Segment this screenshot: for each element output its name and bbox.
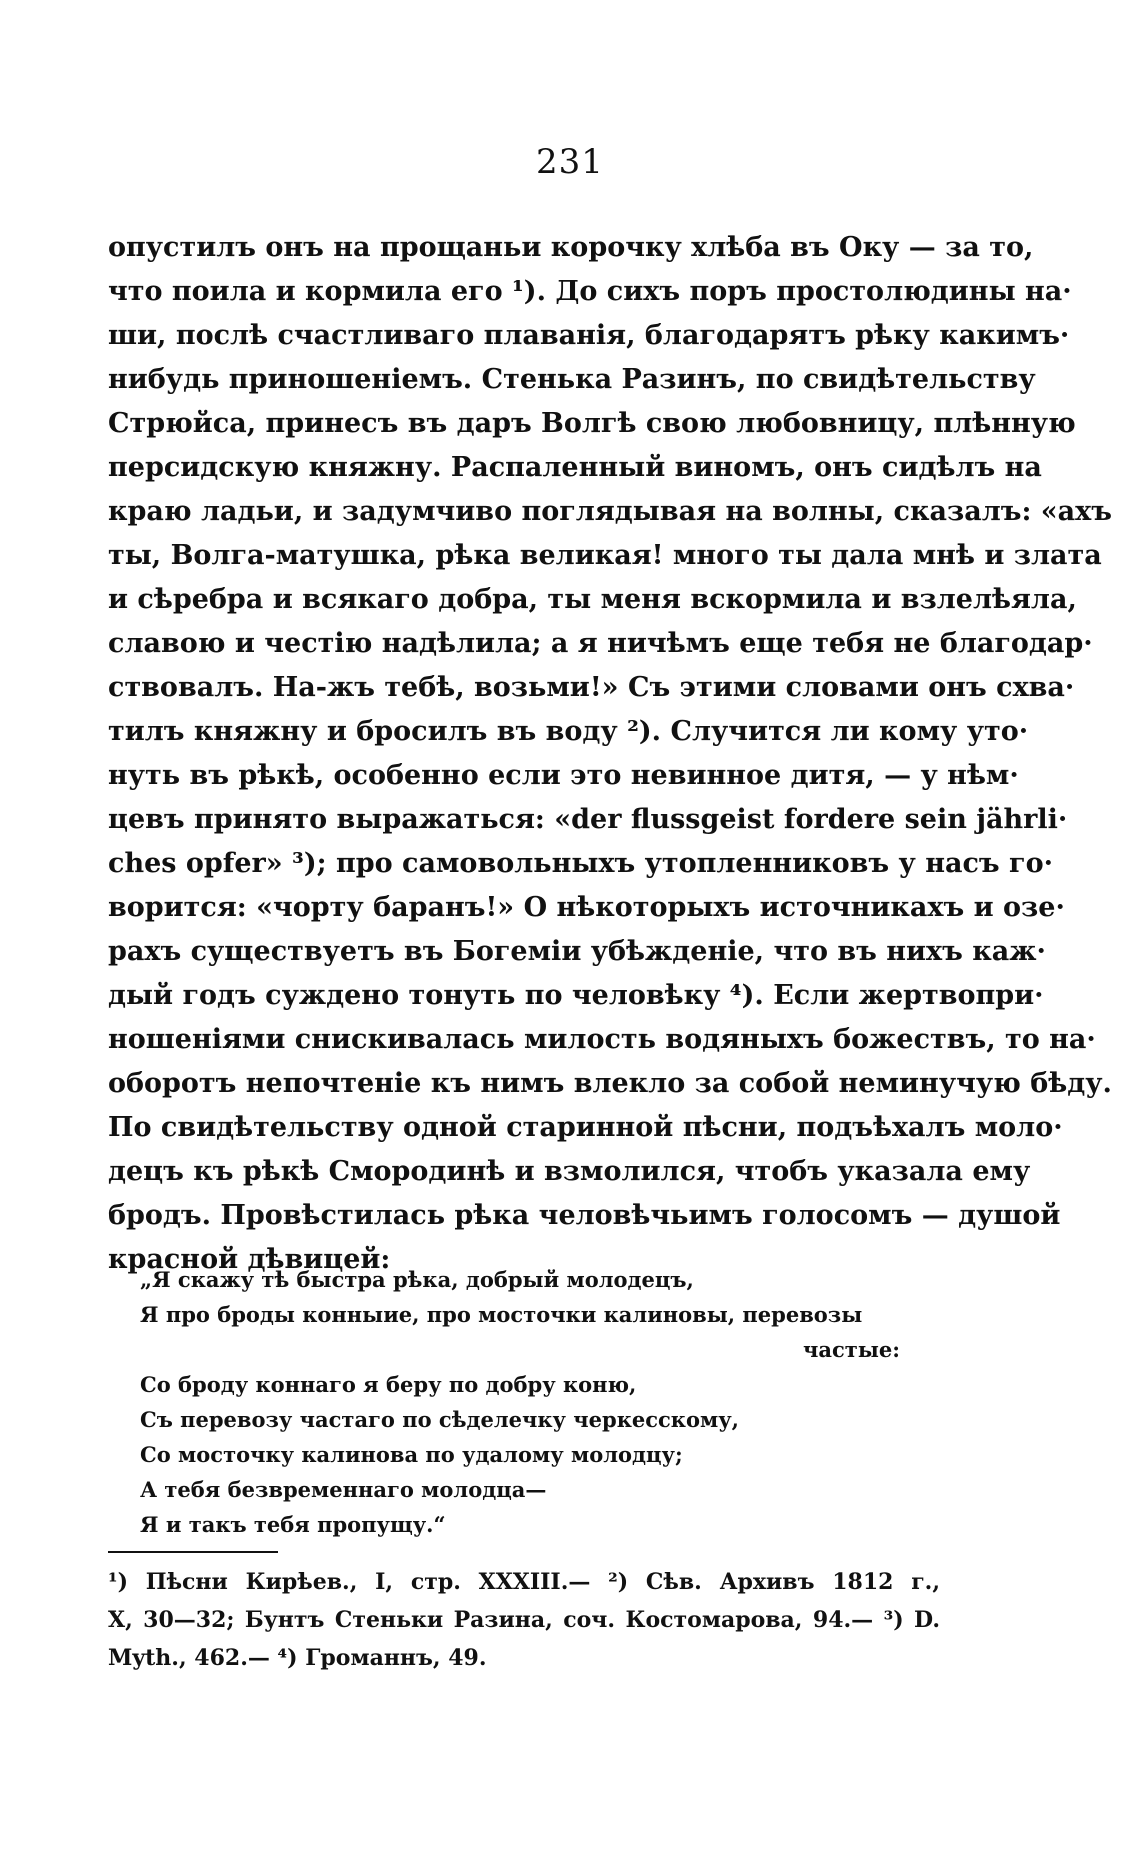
text-line: краю ладьи, и задумчиво поглядывая на волны, сказалъ: «ахъ bbox=[108, 496, 1112, 527]
text-line: нуть въ рѣкѣ, особенно если это невинное дитя, — у нѣм· bbox=[108, 760, 1019, 791]
text-line: децъ къ рѣкѣ Смородинѣ и взмолился, чтобъ указала ему bbox=[108, 1156, 1031, 1187]
footnote-line: Myth., 462.— ⁴) Громаннъ, 49. bbox=[108, 1645, 487, 1671]
verse-line: Со мосточку калинова по удалому молодцу; bbox=[140, 1442, 683, 1467]
text-line: оборотъ непочтеніе къ нимъ влекло за собой неминучую бѣду. bbox=[108, 1068, 1112, 1099]
text-line: славою и честію надѣлила; а я ничѣмъ еще тебя не благодар· bbox=[108, 628, 1093, 659]
text-line: ствовалъ. На-жъ тебѣ, возьми!» Съ этими словами онъ схва· bbox=[108, 672, 1075, 703]
verse-line: А тебя безвременнаго молодца— bbox=[140, 1477, 547, 1502]
verse-block bbox=[140, 1262, 900, 1542]
text-line: нибудь приношеніемъ. Стенька Разинъ, по свидѣтельству bbox=[108, 364, 1036, 395]
text-line: ши, послѣ счастливаго плаванія, благодарятъ рѣку какимъ· bbox=[108, 320, 1070, 351]
verse-line: Со броду коннаго я беру по добру коню, bbox=[140, 1372, 637, 1397]
verse-line: Съ перевозу частаго по сѣделечку черкесскому, bbox=[140, 1407, 739, 1432]
text-line: рахъ существуетъ въ Богеміи убѣжденіе, что въ нихъ каж· bbox=[108, 936, 1046, 967]
footnote-line: X, 30—32; Бунтъ Стеньки Разина, соч. Костомарова, 94.— ³) D. bbox=[108, 1607, 940, 1633]
text-line: ches opfer» ³); про самовольныхъ утопленниковъ у насъ го· bbox=[108, 848, 1053, 879]
text-line: Стрюйса, принесъ въ даръ Волгѣ свою любовницу, плѣнную bbox=[108, 408, 1076, 439]
verse-line: частые: bbox=[803, 1337, 900, 1362]
text-line: ты, Волга-матушка, рѣка великая! много ты дала мнѣ и злата bbox=[108, 540, 1102, 571]
text-line: что поила и кормила его ¹). До сихъ поръ простолюдины на· bbox=[108, 276, 1072, 307]
verse-line: Я и такъ тебя пропущу.“ bbox=[140, 1512, 446, 1537]
text-line: дый годъ суждено тонуть по человѣку ⁴). Если жертвопри· bbox=[108, 980, 1044, 1011]
text-line: тилъ княжну и бросилъ въ воду ²). Случится ли кому уто· bbox=[108, 716, 1029, 747]
text-line: персидскую княжну. Распаленный виномъ, онъ сидѣлъ на bbox=[108, 452, 1042, 483]
footnote-divider bbox=[108, 1551, 278, 1553]
text-line: красной дѣвицей: bbox=[108, 1244, 391, 1275]
footnotes bbox=[108, 1563, 940, 1677]
footnote-line: ¹) Пѣсни Кирѣев., I, стр. XXXIII.— ²) Сѣв. Архивъ 1812 г., bbox=[108, 1569, 940, 1595]
text-line: опустилъ онъ на прощаньи корочку хлѣба въ Оку — за то, bbox=[108, 232, 1034, 263]
text-line: ворится: «чорту баранъ!» О нѣкоторыхъ источникахъ и озе· bbox=[108, 892, 1065, 923]
text-line: ношеніями снискивалась милость водяныхъ божествъ, то на· bbox=[108, 1024, 1096, 1055]
text-line: цевъ принято выражаться: «der flussgeist fordere sein jährli· bbox=[108, 804, 1068, 835]
page-number: 231 bbox=[536, 142, 604, 182]
verse-line: Я про броды конныие, про мосточки калиновы, перевозы bbox=[140, 1302, 863, 1327]
verse-line: „Я скажу тѣ быстра рѣка, добрый молодецъ, bbox=[140, 1267, 694, 1292]
text-line: бродъ. Провѣстилась рѣка человѣчьимъ голосомъ — душой bbox=[108, 1200, 1061, 1231]
text-line: и сѣребра и всякаго добра, ты меня вскормила и взлелѣяла, bbox=[108, 584, 1077, 615]
body-text bbox=[108, 226, 1112, 1282]
text-line: По свидѣтельству одной старинной пѣсни, подъѣхалъ моло· bbox=[108, 1112, 1063, 1143]
